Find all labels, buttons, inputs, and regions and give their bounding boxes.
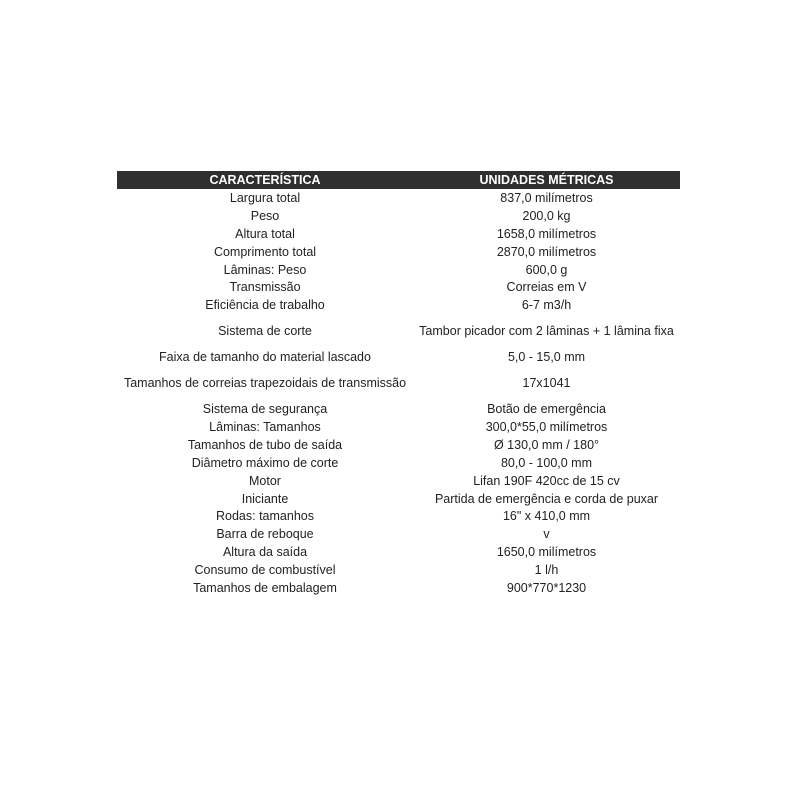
row-value: v <box>543 527 550 542</box>
row-value: 80,0 - 100,0 mm <box>500 455 592 470</box>
row-value: Partida de emergência e corda de puxar <box>434 491 659 506</box>
row-label: Diâmetro máximo de corte <box>191 455 339 470</box>
table-row <box>117 189 680 207</box>
row-value: 1650,0 milímetros <box>496 545 597 560</box>
row-label: Sistema de segurança <box>202 402 328 417</box>
table-row <box>117 454 680 472</box>
table-row <box>117 348 680 366</box>
row-label: Rodas: tamanhos <box>216 509 314 524</box>
row-value: 837,0 milímetros <box>500 190 593 205</box>
spec-table-body <box>117 189 680 597</box>
table-row <box>117 418 680 436</box>
row-label: Sistema de corte <box>218 324 312 339</box>
row-value: 1 l/h <box>534 563 559 578</box>
row-label: Transmissão <box>229 280 301 295</box>
row-value: Ø 130,0 mm / 180° <box>493 437 600 452</box>
row-label: Altura da saída <box>222 545 308 560</box>
row-label: Lâminas: Tamanhos <box>209 419 321 434</box>
table-row <box>117 525 680 543</box>
table-row <box>117 225 680 243</box>
row-label: Largura total <box>229 190 301 205</box>
table-row <box>117 436 680 454</box>
table-row <box>117 366 680 400</box>
table-row <box>117 296 680 314</box>
row-label: Barra de reboque <box>216 527 314 542</box>
row-label: Peso <box>250 208 280 223</box>
row-value: 600,0 g <box>525 262 568 277</box>
row-label: Faixa de tamanho do material lascado <box>159 350 371 365</box>
spec-table <box>117 171 680 597</box>
table-row <box>117 579 680 597</box>
table-row <box>117 490 680 508</box>
row-value: Tambor picador com 2 lâminas + 1 lâmina fixa <box>419 324 674 339</box>
table-row <box>117 261 680 279</box>
row-value: 1658,0 milímetros <box>496 226 597 241</box>
row-value: 5,0 - 15,0 mm <box>507 350 586 365</box>
row-label: Tamanhos de correias trapezoidais de transmissão <box>123 376 407 391</box>
table-row <box>117 472 680 490</box>
table-row <box>117 400 680 418</box>
header-metric-units: UNIDADES MÉTRICAS <box>413 171 680 189</box>
row-value: 900*770*1230 <box>506 580 587 595</box>
row-label: Consumo de combustível <box>194 563 336 578</box>
table-row <box>117 243 680 261</box>
table-row <box>117 314 680 348</box>
table-row <box>117 207 680 225</box>
header-characteristic: CARACTERÍSTICA <box>117 171 413 189</box>
row-label: Eficiência de trabalho <box>205 298 325 313</box>
row-label: Tamanhos de embalagem <box>193 580 337 595</box>
row-value: 6-7 m3/h <box>521 298 572 313</box>
row-label: Tamanhos de tubo de saída <box>187 437 343 452</box>
table-row <box>117 278 680 296</box>
row-value: Lifan 190F 420cc de 15 cv <box>473 473 620 488</box>
row-label: Lâminas: Peso <box>223 262 307 277</box>
table-header-row <box>117 171 680 189</box>
row-value: 17x1041 <box>522 376 571 391</box>
row-label: Motor <box>249 473 281 488</box>
row-value: 16" x 410,0 mm <box>502 509 591 524</box>
table-row <box>117 543 680 561</box>
row-label: Altura total <box>235 226 295 241</box>
row-label: Iniciante <box>241 491 289 506</box>
row-label: Comprimento total <box>213 244 317 259</box>
table-row <box>117 507 680 525</box>
row-value: Botão de emergência <box>487 402 606 417</box>
table-row <box>117 561 680 579</box>
row-value: Correias em V <box>506 280 587 295</box>
row-value: 200,0 kg <box>522 208 571 223</box>
row-value: 2870,0 milímetros <box>496 244 597 259</box>
row-value: 300,0*55,0 milímetros <box>485 419 608 434</box>
